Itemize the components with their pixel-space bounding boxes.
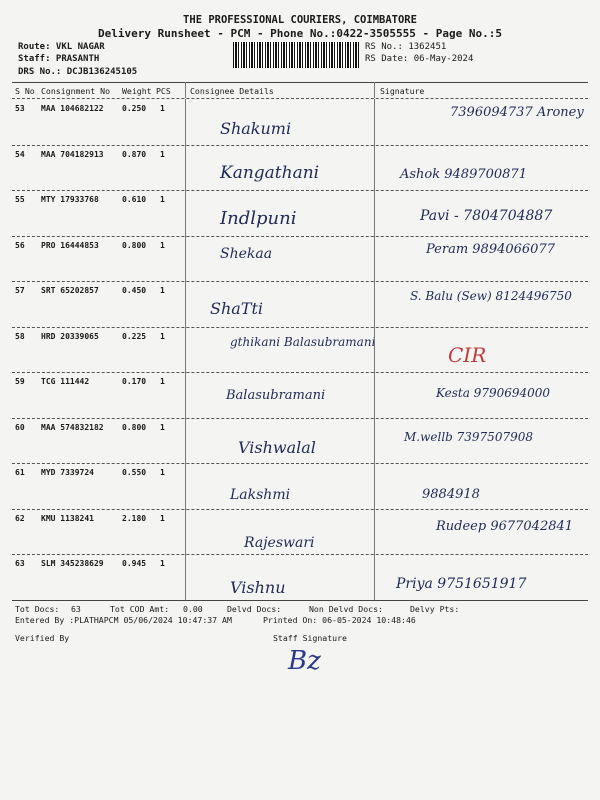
row-consignee-handwritten: gthikani Balasubramani bbox=[230, 334, 376, 349]
staff-signature-label: Staff Signature bbox=[273, 633, 347, 643]
rs-date: RS Date: 06-May-2024 bbox=[365, 54, 474, 64]
entered-by: Entered By :PLATHAPCM 05/06/2024 10:47:37 AM bbox=[15, 615, 232, 625]
row-sno: 55 bbox=[15, 195, 25, 204]
row-weight: 0.450 bbox=[122, 286, 147, 295]
row-pcs: 1 bbox=[160, 286, 165, 295]
row-separator bbox=[12, 190, 588, 191]
column-divider bbox=[374, 509, 375, 555]
row-pcs: 1 bbox=[160, 468, 165, 477]
row-pcs: 1 bbox=[160, 422, 165, 432]
verified-by-label: Verified By bbox=[15, 633, 70, 643]
row-pcs: 1 bbox=[160, 331, 165, 341]
total-cod-value: 0.00 bbox=[183, 604, 203, 614]
document-title: THE PROFESSIONAL COURIERS, COIMBATORE bbox=[183, 14, 417, 26]
non-delivered-docs-label: Non Delvd Docs: bbox=[309, 604, 383, 614]
column-header-pcs: PCS bbox=[156, 86, 171, 96]
row-separator bbox=[12, 145, 588, 146]
row-weight: 0.800 bbox=[122, 240, 147, 250]
drs-label: DRS No.: DCJB136245105 bbox=[18, 67, 138, 77]
row-weight: 0.870 bbox=[122, 149, 147, 159]
column-divider bbox=[185, 190, 186, 236]
route-label: Route: VKL NAGAR bbox=[18, 42, 105, 52]
column-header-weight: Weight bbox=[122, 86, 152, 96]
column-divider bbox=[185, 554, 186, 600]
row-signature-handwritten: Peram 9894066077 bbox=[426, 241, 555, 257]
row-signature-handwritten: Rudeep 9677042841 bbox=[436, 518, 574, 534]
row-consignee-handwritten: Lakshmi bbox=[230, 487, 291, 503]
row-signature-handwritten: 9884918 bbox=[422, 487, 480, 502]
row-consignee-handwritten: Shekaa bbox=[220, 245, 273, 262]
column-divider bbox=[185, 327, 186, 373]
row-consignment-no: MTY 17933768 bbox=[41, 195, 99, 204]
document-subtitle: Delivery Runsheet - PCM - Phone No.:0422-3505555 - Page No.:5 bbox=[98, 27, 502, 40]
row-signature-handwritten: Ashok 9489700871 bbox=[400, 166, 527, 182]
row-signature-handwritten: M.wellb 7397507908 bbox=[404, 429, 533, 444]
row-separator bbox=[12, 418, 588, 419]
row-consignee-handwritten: Vishnu bbox=[230, 578, 286, 597]
row-separator bbox=[12, 281, 588, 282]
column-header-signature: Signature bbox=[380, 86, 425, 96]
staff-signature-mark: Bz bbox=[288, 646, 321, 676]
row-consignee-handwritten: Vishwalal bbox=[238, 437, 316, 457]
row-pcs: 1 bbox=[160, 377, 165, 386]
row-separator bbox=[12, 509, 588, 510]
row-consignment-no: SLM 345238629 bbox=[41, 559, 104, 568]
row-consignment-no: MYD 7339724 bbox=[41, 468, 94, 477]
column-divider bbox=[185, 145, 186, 191]
row-sno: 60 bbox=[15, 422, 25, 432]
row-consignment-no: HRD 20339065 bbox=[41, 331, 99, 341]
column-divider bbox=[374, 236, 375, 282]
row-consignment-no: KMU 1138241 bbox=[41, 513, 94, 523]
column-divider bbox=[374, 99, 375, 145]
row-sno: 58 bbox=[15, 331, 25, 341]
row-sno: 53 bbox=[15, 104, 25, 113]
row-separator bbox=[12, 554, 588, 555]
column-divider bbox=[374, 463, 375, 509]
row-weight: 0.550 bbox=[122, 468, 147, 477]
printed-on: Printed On: 06-05-2024 10:48:46 bbox=[263, 615, 416, 625]
row-weight: 2.180 bbox=[122, 513, 147, 523]
row-sno: 62 bbox=[15, 513, 25, 523]
column-divider bbox=[185, 463, 186, 509]
row-pcs: 1 bbox=[160, 240, 165, 250]
row-consignee-handwritten: Rajeswari bbox=[244, 534, 315, 551]
row-sno: 61 bbox=[15, 468, 25, 477]
row-pcs: 1 bbox=[160, 195, 165, 204]
column-divider bbox=[374, 418, 375, 464]
row-signature-handwritten: CIR bbox=[448, 342, 487, 367]
row-sno: 59 bbox=[15, 377, 25, 386]
row-consignee-handwritten: Shakumi bbox=[220, 119, 292, 138]
total-docs-value: 63 bbox=[71, 604, 81, 614]
row-separator bbox=[12, 236, 588, 237]
row-weight: 0.250 bbox=[122, 104, 147, 113]
column-divider bbox=[374, 145, 375, 191]
column-divider bbox=[374, 190, 375, 236]
header-bottom-rule bbox=[12, 98, 588, 99]
row-pcs: 1 bbox=[160, 104, 165, 113]
column-divider bbox=[374, 327, 375, 373]
row-consignment-no: PRO 16444853 bbox=[41, 240, 99, 250]
row-consignment-no: MAA 104682122 bbox=[41, 104, 104, 113]
row-consignment-no: SRT 65202857 bbox=[41, 286, 99, 295]
column-divider bbox=[185, 236, 186, 282]
row-pcs: 1 bbox=[160, 513, 165, 523]
row-weight: 0.225 bbox=[122, 331, 147, 341]
column-divider bbox=[374, 281, 375, 327]
row-consignment-no: MAA 704182913 bbox=[41, 149, 104, 159]
row-separator bbox=[12, 463, 588, 464]
column-divider bbox=[374, 82, 375, 98]
delivered-docs-label: Delvd Docs: bbox=[227, 604, 282, 614]
row-weight: 0.945 bbox=[122, 559, 147, 568]
column-divider bbox=[185, 99, 186, 145]
column-divider bbox=[374, 372, 375, 418]
column-divider bbox=[374, 554, 375, 600]
barcode-image bbox=[233, 42, 359, 68]
table-bottom-rule bbox=[12, 600, 588, 601]
row-consignee-handwritten: Balasubramani bbox=[226, 388, 326, 403]
row-signature-handwritten: Priya 9751651917 bbox=[396, 576, 527, 592]
row-weight: 0.800 bbox=[122, 422, 147, 432]
row-pcs: 1 bbox=[160, 149, 165, 159]
row-sno: 56 bbox=[15, 240, 25, 250]
column-divider bbox=[185, 509, 186, 555]
column-divider bbox=[185, 82, 186, 98]
row-signature-handwritten: Kesta 9790694000 bbox=[436, 386, 551, 400]
total-cod-label: Tot COD Amt: bbox=[110, 604, 170, 614]
column-divider bbox=[185, 281, 186, 327]
row-consignee-handwritten: Indlpuni bbox=[220, 208, 297, 229]
row-pcs: 1 bbox=[160, 559, 165, 568]
header-top-rule bbox=[12, 82, 588, 83]
row-signature-handwritten: Pavi - 7804704887 bbox=[420, 208, 553, 224]
total-docs-label: Tot Docs: bbox=[15, 604, 60, 614]
staff-label: Staff: PRASANTH bbox=[18, 54, 100, 64]
column-header-sno: S No bbox=[15, 86, 35, 96]
row-sno: 57 bbox=[15, 286, 25, 295]
row-consignment-no: TCG 111442 bbox=[41, 377, 90, 386]
column-divider bbox=[185, 372, 186, 418]
rs-number: RS No.: 1362451 bbox=[365, 42, 447, 52]
row-sno: 63 bbox=[15, 559, 25, 568]
column-header-consignment: Consignment No bbox=[41, 86, 111, 96]
row-weight: 0.610 bbox=[122, 195, 147, 204]
row-sno: 54 bbox=[15, 149, 25, 159]
row-consignee-handwritten: Kangathani bbox=[220, 162, 320, 183]
delivery-points-label: Delvy Pts: bbox=[410, 604, 460, 614]
column-header-consignee: Consignee Details bbox=[190, 86, 274, 96]
row-consignee-handwritten: ShaTti bbox=[210, 299, 264, 318]
row-separator bbox=[12, 327, 588, 328]
row-separator bbox=[12, 372, 588, 373]
row-signature-handwritten: 7396094737 Aroney bbox=[450, 105, 584, 120]
column-divider bbox=[185, 418, 186, 464]
row-signature-handwritten: S. Balu (Sew) 8124496750 bbox=[410, 289, 572, 303]
row-weight: 0.170 bbox=[122, 377, 147, 386]
row-consignment-no: MAA 574832182 bbox=[41, 422, 104, 432]
